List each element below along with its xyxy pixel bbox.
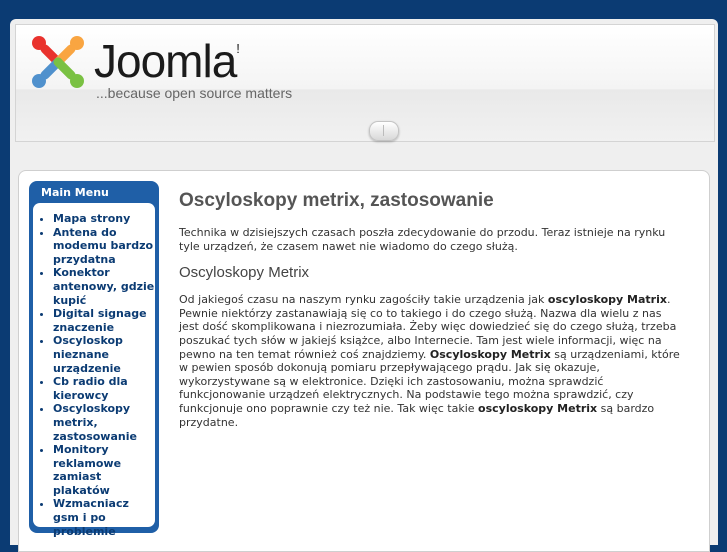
main-menu-title: Main Menu (41, 186, 109, 199)
header-toggle-icon[interactable] (369, 121, 399, 141)
menu-link[interactable]: Antena do modemu bardzo przydatna (53, 225, 154, 266)
body-text-part: Od jakiegoś czasu na naszym rynku zagościły takie urządzenia jak (179, 293, 548, 307)
menu-item-wzmacniacz (53, 497, 155, 538)
joomla-logo-icon[interactable] (29, 33, 87, 91)
content-area (18, 170, 710, 552)
menu-item-cb-radio (53, 375, 155, 402)
logo-mark: ! (236, 41, 239, 56)
menu-link[interactable]: Konektor antenowy, gdzie kupić (53, 266, 155, 307)
main-menu-list-container (33, 203, 155, 538)
page (10, 19, 718, 545)
article (179, 189, 684, 429)
menu-item-antena (53, 226, 155, 267)
keyword: oscyloskopy Matrix (547, 293, 667, 307)
menu-item-digital-signage (53, 307, 155, 334)
site-header (15, 24, 715, 142)
menu-link[interactable]: Digital signage znaczenie (53, 307, 147, 334)
menu-link[interactable]: Mapa strony (53, 212, 131, 225)
article-body (179, 293, 684, 429)
article-intro: Technika w dzisiejszych czasach poszła zdecydowanie do przodu. Teraz istnieje na rynku tyle urządzeń, że czasem nawet nie wiadomo do czego służą. (179, 226, 666, 253)
keyword: oscyloskopy Metrix (478, 401, 598, 415)
logo-wordmark[interactable] (94, 35, 239, 87)
logo-text: Joomla (94, 35, 237, 87)
menu-link[interactable]: Oscyloskop nieznane urządzenie (53, 334, 123, 375)
article-subtitle: Oscyloskopy Metrix (179, 264, 310, 282)
body-text-part: są bardzo przydatne. (179, 401, 655, 429)
menu-item-oscyloskop (53, 334, 155, 375)
menu-item-konektor (53, 266, 155, 307)
article-title: Oscyloskopy metrix, zastosowanie (179, 190, 494, 211)
main-menu (29, 181, 159, 538)
keyword: Oscyloskopy Metrix (429, 347, 551, 361)
tagline: ...because open source matters (96, 85, 293, 101)
menu-link[interactable]: Monitory reklamowe zamiast plakatów (53, 443, 122, 497)
body-text-part: są urządzeniami, które w pewien sposób dokonują pomiaru przepływającego prądu. Jak się okazuje, wykorzystywane są w elektronice. Dzięki ich zastosowaniu, można sprawdzić funkcjonowanie urządzeń elektrycznych. Na podstawie tego można sprawdzić, czy funkcjonuje ono poprawnie czy też nie. Tak więc takie (179, 347, 680, 415)
menu-item-monitory (53, 443, 155, 497)
body-text-part: . Pewnie niektórzy zastanawiają się co to takiego i do czego służą. Nazwa dla wielu z nas jest dość skomplikowana i niezrozumiała. Żeby więc dowiedzieć się do czego służą, trzeba poszukać tych słów w jakiejś książce, albo Internecie. Tam jest wiele informacji, więc na pewno na ten temat również coś znajdziemy. (179, 293, 677, 361)
main-menu-list (33, 203, 155, 538)
menu-item-mapa-strony (53, 212, 155, 226)
menu-link[interactable]: Cb radio dla kierowcy (53, 375, 128, 402)
menu-link[interactable]: Oscyloskopy metrix, zastosowanie (53, 402, 137, 443)
menu-link[interactable]: Wzmacniacz gsm i po problemie (53, 497, 129, 538)
menu-item-oscyloskopy-metrix (53, 402, 155, 443)
